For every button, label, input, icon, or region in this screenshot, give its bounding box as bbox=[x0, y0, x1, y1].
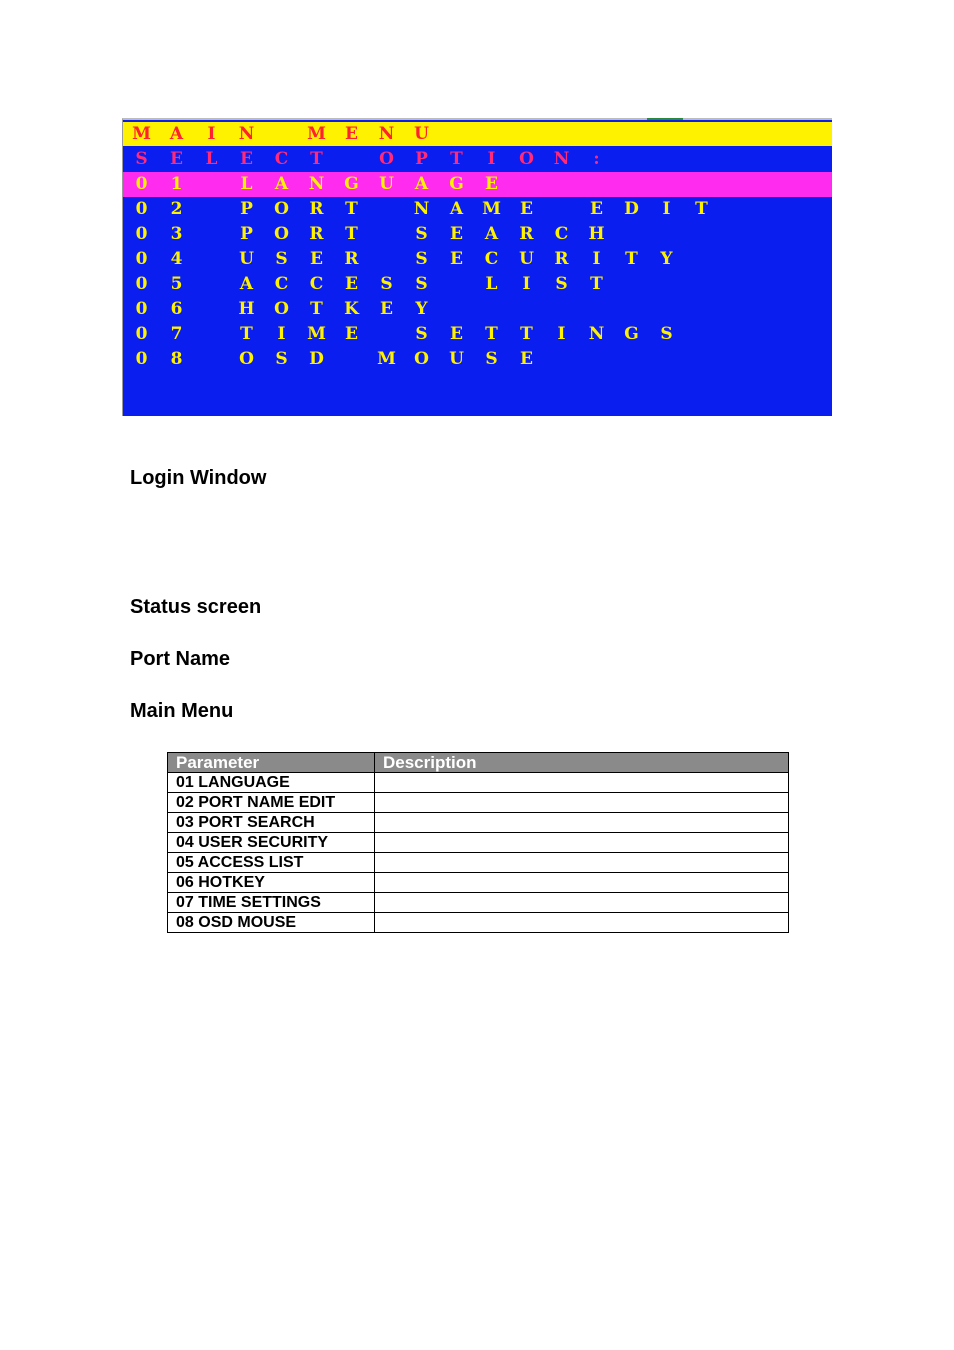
osd-char: R bbox=[309, 199, 324, 219]
osd-char: 0 bbox=[135, 349, 148, 369]
osd-char: 6 bbox=[170, 299, 183, 319]
osd-char: E bbox=[590, 199, 603, 219]
header-parameter: Parameter bbox=[168, 753, 375, 773]
osd-char: M bbox=[132, 124, 151, 144]
osd-char: P bbox=[415, 149, 428, 169]
osd-char: S bbox=[275, 349, 288, 369]
osd-char: 1 bbox=[170, 174, 183, 194]
osd-char: H bbox=[238, 299, 255, 319]
table-row bbox=[168, 893, 789, 913]
param-cell: 03 PORT SEARCH bbox=[168, 813, 375, 833]
param-cell: 08 OSD MOUSE bbox=[168, 913, 375, 933]
osd-menu-item-4[interactable] bbox=[123, 247, 832, 272]
osd-char: O bbox=[274, 199, 289, 219]
osd-char: 0 bbox=[135, 299, 148, 319]
desc-cell bbox=[375, 873, 789, 893]
table-header-row bbox=[168, 753, 789, 773]
param-cell: 01 LANGUAGE bbox=[168, 773, 375, 793]
osd-char: S bbox=[415, 224, 428, 244]
osd-char: K bbox=[344, 299, 359, 319]
osd-char: D bbox=[309, 349, 324, 369]
table-row bbox=[168, 793, 789, 813]
osd-char: C bbox=[484, 249, 499, 269]
osd-char: L bbox=[240, 174, 253, 194]
osd-menu-item-7[interactable] bbox=[123, 322, 832, 347]
osd-char: G bbox=[624, 324, 639, 344]
osd-char: C bbox=[274, 149, 289, 169]
osd-char: U bbox=[379, 174, 394, 194]
osd-char: I bbox=[592, 249, 601, 269]
osd-char: I bbox=[522, 274, 531, 294]
osd-char: A bbox=[484, 224, 499, 244]
osd-char: C bbox=[309, 274, 324, 294]
osd-menu-item-1[interactable] bbox=[123, 172, 832, 197]
osd-menu-item-5[interactable] bbox=[123, 272, 832, 297]
osd-char: G bbox=[344, 174, 359, 194]
osd-char: S bbox=[275, 249, 288, 269]
osd-char: S bbox=[380, 274, 393, 294]
osd-char: 7 bbox=[170, 324, 183, 344]
desc-cell bbox=[375, 773, 789, 793]
param-cell: 02 PORT NAME EDIT bbox=[168, 793, 375, 813]
osd-char: E bbox=[450, 249, 463, 269]
desc-cell bbox=[375, 893, 789, 913]
osd-char: N bbox=[553, 149, 570, 169]
osd-char: T bbox=[520, 324, 533, 344]
osd-char: O bbox=[519, 149, 534, 169]
osd-char: N bbox=[238, 124, 255, 144]
osd-menu-item-6[interactable] bbox=[123, 297, 832, 322]
osd-char: E bbox=[450, 324, 463, 344]
osd-char: T bbox=[345, 199, 358, 219]
osd-char: 4 bbox=[170, 249, 183, 269]
osd-char: S bbox=[555, 274, 568, 294]
osd-char: A bbox=[414, 174, 429, 194]
table-row bbox=[168, 873, 789, 893]
desc-cell bbox=[375, 833, 789, 853]
osd-char: D bbox=[624, 199, 639, 219]
heading-port-name: Port Name bbox=[130, 648, 231, 670]
osd-char: O bbox=[274, 299, 289, 319]
osd-char: M bbox=[482, 199, 501, 219]
osd-char: E bbox=[310, 249, 323, 269]
osd-char: 5 bbox=[170, 274, 183, 294]
osd-char: U bbox=[239, 249, 254, 269]
osd-char: U bbox=[414, 124, 429, 144]
osd-char: M bbox=[307, 324, 326, 344]
osd-char: Y bbox=[415, 299, 428, 319]
osd-char: S bbox=[415, 324, 428, 344]
desc-cell bbox=[375, 813, 789, 833]
osd-char: A bbox=[169, 124, 184, 144]
osd-char: H bbox=[588, 224, 605, 244]
osd-char: T bbox=[625, 249, 638, 269]
osd-char: E bbox=[345, 324, 358, 344]
osd-char: C bbox=[554, 224, 569, 244]
desc-cell bbox=[375, 913, 789, 933]
osd-char: T bbox=[310, 299, 323, 319]
table-row bbox=[168, 913, 789, 933]
osd-char: 0 bbox=[135, 199, 148, 219]
osd-char: E bbox=[520, 199, 533, 219]
osd-char: S bbox=[485, 349, 498, 369]
osd-char: C bbox=[274, 274, 289, 294]
osd-char: 0 bbox=[135, 324, 148, 344]
osd-char: T bbox=[450, 149, 463, 169]
table-row bbox=[168, 833, 789, 853]
osd-char: G bbox=[449, 174, 464, 194]
osd-char: T bbox=[695, 199, 708, 219]
param-cell: 07 TIME SETTINGS bbox=[168, 893, 375, 913]
desc-cell bbox=[375, 793, 789, 813]
osd-char: M bbox=[307, 124, 326, 144]
osd-char: R bbox=[344, 249, 359, 269]
osd-select-option bbox=[123, 147, 832, 172]
osd-char: E bbox=[345, 274, 358, 294]
osd-char: 0 bbox=[135, 174, 148, 194]
osd-char: 0 bbox=[135, 249, 148, 269]
osd-char: Y bbox=[660, 249, 673, 269]
osd-char: A bbox=[449, 199, 464, 219]
osd-char: A bbox=[274, 174, 289, 194]
osd-char: O bbox=[274, 224, 289, 244]
header-description: Description bbox=[375, 753, 789, 773]
osd-char: E bbox=[520, 349, 533, 369]
param-cell: 05 ACCESS LIST bbox=[168, 853, 375, 873]
osd-char: E bbox=[380, 299, 393, 319]
osd-char: A bbox=[239, 274, 254, 294]
osd-char: I bbox=[487, 149, 496, 169]
osd-char: 2 bbox=[170, 199, 183, 219]
osd-char: S bbox=[135, 149, 148, 169]
osd-char: 8 bbox=[170, 349, 183, 369]
osd-char: T bbox=[345, 224, 358, 244]
osd-char: R bbox=[519, 224, 534, 244]
osd-char: P bbox=[240, 199, 253, 219]
osd-char: L bbox=[205, 149, 218, 169]
osd-char: R bbox=[554, 249, 569, 269]
osd-char: T bbox=[310, 149, 323, 169]
desc-cell bbox=[375, 853, 789, 873]
heading-main-menu: Main Menu bbox=[130, 700, 234, 722]
osd-char: E bbox=[485, 174, 498, 194]
osd-char: I bbox=[207, 124, 216, 144]
osd-char: O bbox=[414, 349, 429, 369]
osd-char: O bbox=[379, 149, 394, 169]
osd-char: S bbox=[415, 249, 428, 269]
parameter-table bbox=[167, 752, 789, 933]
param-cell: 06 HOTKEY bbox=[168, 873, 375, 893]
osd-char: O bbox=[239, 349, 254, 369]
osd-char: T bbox=[240, 324, 253, 344]
osd-char: E bbox=[170, 149, 183, 169]
osd-char: T bbox=[590, 274, 603, 294]
table-row bbox=[168, 813, 789, 833]
osd-char: P bbox=[240, 224, 253, 244]
osd-char: T bbox=[485, 324, 498, 344]
osd-menu-item-3[interactable] bbox=[123, 222, 832, 247]
osd-char: N bbox=[378, 124, 395, 144]
osd-char: 0 bbox=[135, 224, 148, 244]
osd-char: 3 bbox=[170, 224, 183, 244]
osd-menu-item-8[interactable] bbox=[123, 347, 832, 372]
osd-char: N bbox=[413, 199, 430, 219]
heading-login-window: Login Window bbox=[130, 467, 267, 489]
osd-menu-item-2[interactable] bbox=[123, 197, 832, 222]
osd-char: S bbox=[415, 274, 428, 294]
osd-char: N bbox=[588, 324, 605, 344]
osd-char: E bbox=[240, 149, 253, 169]
osd-char: M bbox=[377, 349, 396, 369]
table-row bbox=[168, 773, 789, 793]
osd-char: S bbox=[660, 324, 673, 344]
osd-char: N bbox=[308, 174, 325, 194]
osd-char: I bbox=[662, 199, 671, 219]
osd-char: R bbox=[309, 224, 324, 244]
osd-frame-accent bbox=[647, 118, 683, 120]
osd-main-menu-screen bbox=[122, 118, 832, 416]
heading-status-screen: Status screen bbox=[130, 596, 262, 618]
osd-char: I bbox=[557, 324, 566, 344]
osd-char: E bbox=[450, 224, 463, 244]
osd-char: U bbox=[519, 249, 534, 269]
osd-char: L bbox=[485, 274, 498, 294]
table-row bbox=[168, 853, 789, 873]
osd-char: E bbox=[345, 124, 358, 144]
osd-char: 0 bbox=[135, 274, 148, 294]
osd-char: U bbox=[449, 349, 464, 369]
osd-char: : bbox=[593, 149, 600, 169]
osd-title-bar bbox=[123, 122, 832, 146]
osd-char: I bbox=[277, 324, 286, 344]
param-cell: 04 USER SECURITY bbox=[168, 833, 375, 853]
